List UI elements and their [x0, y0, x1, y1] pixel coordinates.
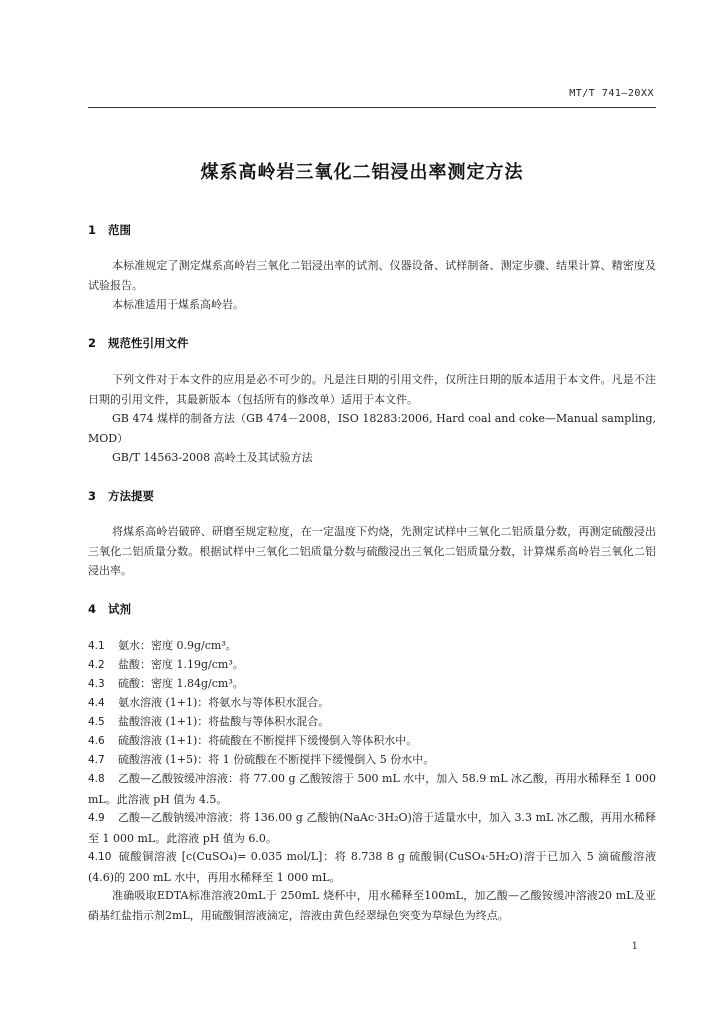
item-number: 4.3 — [88, 678, 105, 690]
list-item — [88, 847, 656, 887]
section-heading-3 — [88, 488, 154, 504]
item-number: 4.8 — [88, 773, 105, 785]
section-number: 3 — [88, 489, 97, 503]
list-item — [88, 693, 656, 714]
document-code: MT/T 741—20XX — [569, 88, 654, 99]
paragraph: 将煤系高岭岩破碎、研磨至规定粒度，在一定温度下灼烧，先测定试样中三氧化二铝质量分数，再测定硫酸浸出三氧化二铝质量分数。根据试样中三氧化二铝质量分数与硫酸浸出三氧化二铝质量分数，计算煤系高岭岩三氧化二铝浸出率。 — [88, 525, 656, 577]
list-item — [88, 655, 656, 676]
paragraph-reference: GB/T 14563-2008 高岭土及其试验方法 — [112, 451, 313, 464]
list-item — [88, 712, 656, 733]
section-heading-4 — [88, 601, 131, 617]
section-heading-1 — [88, 222, 131, 238]
section-title: 规范性引用文件 — [108, 336, 189, 350]
item-number: 4.7 — [88, 754, 105, 766]
item-text: 盐酸溶液 (1+1)：将盐酸与等体积水混合。 — [118, 715, 330, 728]
section-title: 范围 — [108, 223, 131, 237]
section-heading-2 — [88, 335, 189, 351]
item-text: 乙酸—乙酸钠缓冲溶液：将 136.00 g 乙酸钠(NaAc·3H₂O)溶于适量水中，加入 3.3 mL 冰乙酸，再用水稀释至 1 000 mL。此溶液 pH 值为 6.0。 — [88, 811, 656, 845]
list-item — [88, 731, 656, 752]
item-number: 4.6 — [88, 735, 105, 747]
document-title: 煤系高岭岩三氧化二铝浸出率测定方法 — [200, 162, 524, 183]
paragraph: 准确吸取EDTA标准溶液20mL于 250mL 烧杯中，用水稀释至100mL，加乙酸—乙酸铵缓冲溶液20 mL及亚硝基红盐指示剂2mL，用硫酸铜溶液滴定，溶液由黄色经翠绿色突变为草绿色为终点。 — [88, 889, 656, 922]
item-number: 4.9 — [88, 812, 105, 824]
item-number: 4.5 — [88, 716, 105, 728]
section-title: 试剂 — [108, 602, 131, 616]
section-title: 方法提要 — [108, 489, 154, 503]
section-number: 4 — [88, 602, 97, 616]
list-item — [88, 769, 656, 809]
item-number: 4.4 — [88, 697, 105, 709]
list-item — [88, 808, 656, 848]
item-text: 硫酸：密度 1.84g/cm³。 — [118, 677, 244, 690]
item-text: 氨水溶液 (1+1)：将氨水与等体积水混合。 — [118, 696, 330, 709]
list-item — [88, 674, 656, 695]
item-text: 硫酸溶液 (1+5)：将 1 份硫酸在不断搅拌下缓慢倒入 5 份水中。 — [118, 753, 435, 766]
list-item — [88, 636, 656, 657]
item-text: 硫酸铜溶液 [c(CuSO₄)= 0.035 mol/L]：将 8.738 8 g 硫酸铜(CuSO₄·5H₂O)溶于已加入 5 滴硫酸溶液(4.6)的 200 mL 水中，再用水稀释至 1 000 mL。 — [88, 850, 656, 884]
item-number: 4.2 — [88, 659, 105, 671]
list-item — [88, 750, 656, 771]
paragraph: 本标准规定了测定煤系高岭岩三氧化二铝浸出率的试剂、仪器设备、试样制备、测定步骤、结果计算、精密度及试验报告。 — [88, 259, 656, 292]
section-number: 1 — [88, 223, 97, 237]
item-text: 硫酸溶液 (1+1)：将硫酸在不断搅拌下缓慢倒入等体积水中。 — [118, 734, 418, 747]
item-text: 氨水：密度 0.9g/cm³。 — [118, 639, 237, 652]
item-number: 4.1 — [88, 640, 105, 652]
paragraph-reference: GB 474 煤样的制备方法（GB 474－2008，ISO 18283:2006, Hard coal and coke—Manual sampling, MOD） — [88, 412, 656, 445]
paragraph: 下列文件对于本文件的应用是必不可少的。凡是注日期的引用文件，仅所注日期的版本适用于本文件。凡是不注日期的引用文件，其最新版本（包括所有的修改单）适用于本文件。 — [88, 373, 656, 406]
header-rule — [88, 107, 656, 108]
item-text: 乙酸—乙酸铵缓冲溶液：将 77.00 g 乙酸铵溶于 500 mL 水中，加入 58.9 mL 冰乙酸，再用水稀释至 1 000 mL。此溶液 pH 值为 4.5。 — [88, 772, 656, 806]
paragraph: 本标准适用于煤系高岭岩。 — [112, 298, 244, 311]
item-number: 4.10 — [88, 851, 112, 863]
item-text: 盐酸：密度 1.19g/cm³。 — [118, 658, 244, 671]
section-number: 2 — [88, 336, 97, 350]
page-number: 1 — [631, 941, 638, 952]
